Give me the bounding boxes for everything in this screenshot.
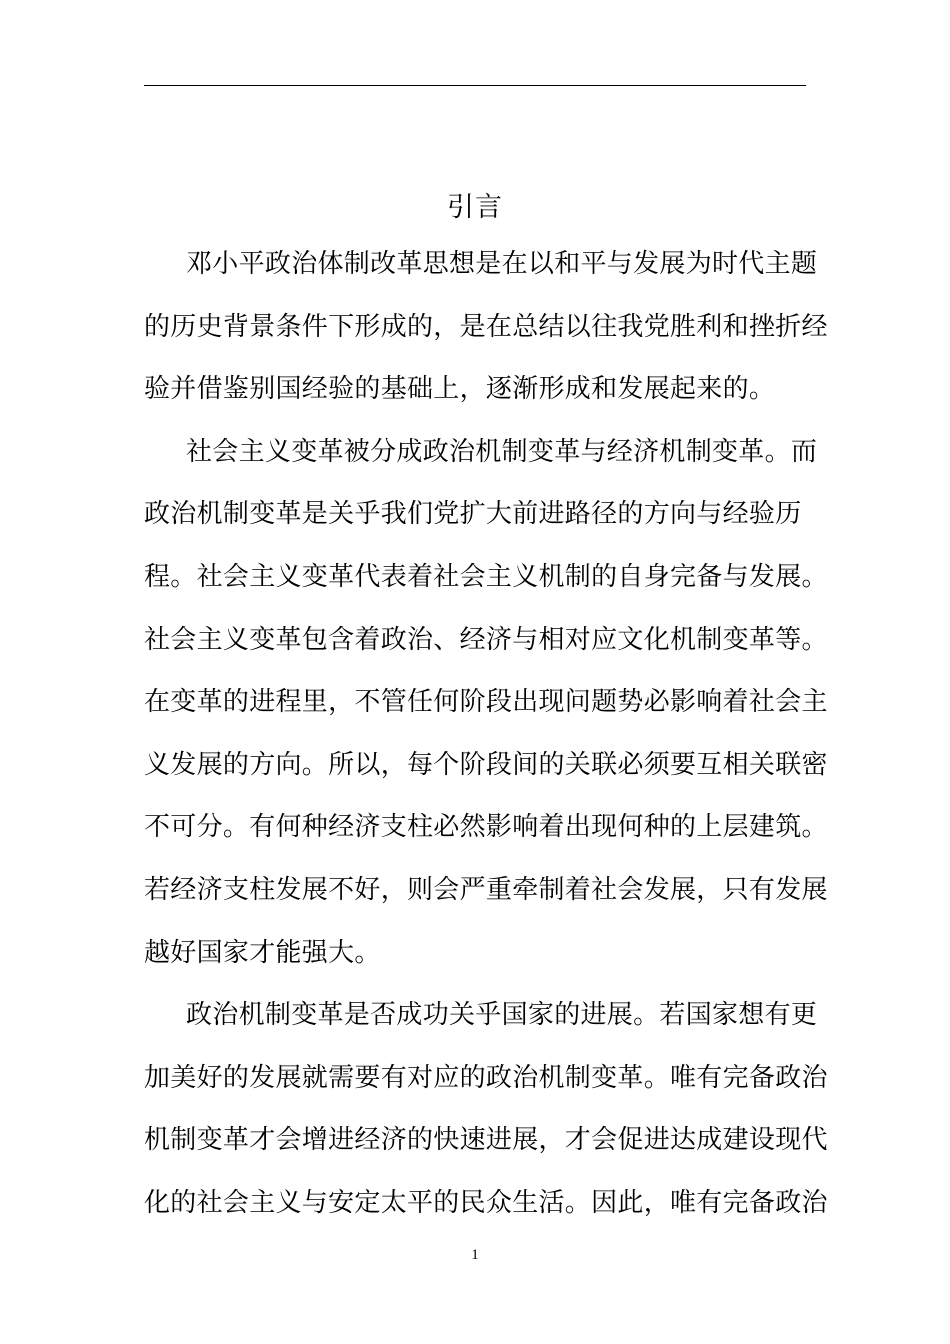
paragraph-2-line-4: 社会主义变革包含着政治、经济与相对应文化机制变革等。 xyxy=(144,624,828,655)
paragraph-2-line-9: 越好国家才能强大。 xyxy=(144,937,381,968)
body-text xyxy=(144,244,828,1246)
paragraph-3-line-4: 化的社会主义与安定太平的民众生活。因此，唯有完备政治 xyxy=(144,1187,828,1218)
section-title: 引言 xyxy=(447,192,503,223)
header-rule xyxy=(144,85,806,86)
page-number: 1 xyxy=(471,1247,479,1263)
paragraph-1-line-3: 验并借鉴别国经验的基础上，逐渐形成和发展起来的。 xyxy=(144,374,776,405)
paragraph-1-line-2: 的历史背景条件下形成的，是在总结以往我党胜利和挫折经 xyxy=(144,311,828,342)
paragraph-3-line-3: 机制变革才会增进经济的快速进展，才会促进达成建设现代 xyxy=(144,1125,828,1156)
paragraph-1-line-1: 邓小平政治体制改革思想是在以和平与发展为时代主题 xyxy=(186,249,818,279)
paragraph-2-line-5: 在变革的进程里，不管任何阶段出现问题势必影响着社会主 xyxy=(144,687,828,718)
paragraph-2-line-6: 义发展的方向。所以，每个阶段间的关联必须要互相关联密 xyxy=(144,749,828,780)
paragraph-3-line-1: 政治机制变革是否成功关乎国家的进展。若国家想有更 xyxy=(186,1000,818,1031)
paragraph-2-line-8: 若经济支柱发展不好，则会严重牵制着社会发展，只有发展 xyxy=(144,874,828,905)
paragraph-2-line-7: 不可分。有何种经济支柱必然影响着出现何种的上层建筑。 xyxy=(144,812,828,843)
paragraph-2-line-1: 社会主义变革被分成政治机制变革与经济机制变革。而 xyxy=(186,436,818,467)
paragraph-2-line-3: 程。社会主义变革代表着社会主义机制的自身完备与发展。 xyxy=(144,561,828,592)
paragraph-2-line-2: 政治机制变革是关乎我们党扩大前进路径的方向与经验历 xyxy=(144,499,802,530)
paragraph-3-line-2: 加美好的发展就需要有对应的政治机制变革。唯有完备政治 xyxy=(144,1062,828,1093)
